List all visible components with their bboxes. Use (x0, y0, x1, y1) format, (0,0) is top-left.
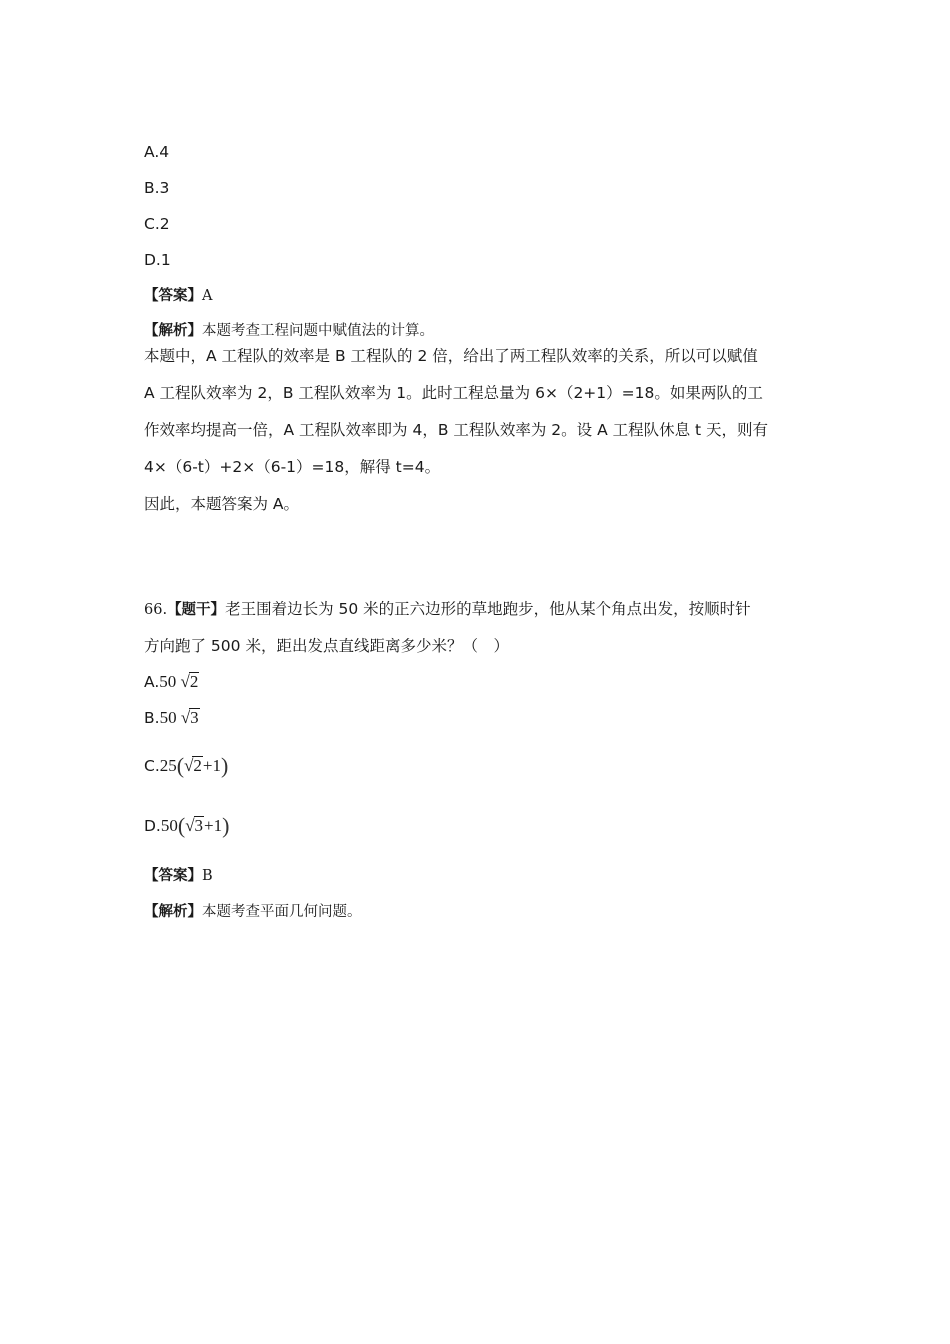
left-paren: ( (177, 813, 186, 838)
radicand: 2 (189, 672, 199, 691)
right-paren: ) (221, 753, 229, 778)
q65-option-b: B.3 (144, 179, 170, 197)
q65-explanation-line-1: 本题中，A 工程队的效率是 B 工程队的 2 倍，给出了两工程队效率的关系，所以可以赋值 (144, 347, 758, 365)
coefficient: 50 (159, 672, 177, 691)
coefficient: 50 (159, 708, 177, 727)
math-expression: 50 √3 (159, 708, 199, 727)
math-expression: 50 √2 (159, 672, 199, 691)
radicand: 3 (190, 708, 199, 727)
q66-option-c (144, 755, 228, 777)
q66-stem-line-1 (144, 598, 751, 621)
answer-value: A (202, 288, 213, 304)
q65-explanation-line-3: 作效率均提高一倍，A 工程队效率即为 4，B 工程队效率为 2。设 A 工程队休息 t 天，则有 (144, 421, 769, 439)
q66-option-a (144, 671, 199, 693)
q65-explanation-line-2: A 工程队效率为 2，B 工程队效率为 1。此时工程总量为 6×（2+1）=18。如果两队的工 (144, 384, 763, 402)
option-prefix: B. (144, 709, 160, 727)
q65-answer (144, 285, 212, 307)
analysis-text: 本题考查工程问题中赋值法的计算。 (202, 323, 434, 339)
q65-explanation-line-5: 因此，本题答案为 A。 (144, 495, 300, 513)
q65-option-c: C.2 (144, 215, 170, 233)
q66-option-b (144, 707, 200, 729)
coefficient: 25 (159, 756, 177, 775)
right-paren: ) (222, 813, 230, 838)
math-expression: 25(√2+1) (159, 753, 229, 778)
answer-label: 【答案】 (144, 867, 202, 884)
analysis-text: 本题考查平面几何问题。 (202, 904, 362, 920)
option-prefix: D. (144, 817, 161, 835)
question-number: 66. (144, 602, 168, 618)
q65-analysis (144, 320, 434, 342)
plus-term: +1 (204, 816, 223, 835)
analysis-label: 【解析】 (144, 322, 202, 339)
q66-stem-line-2: 方向跑了 500 米，距出发点直线距离多少米？（ ） (144, 637, 509, 655)
option-prefix: A. (144, 673, 160, 691)
answer-value: B (202, 868, 213, 884)
stem-label: 【题干】 (167, 601, 226, 618)
radicand: 2 (193, 756, 202, 775)
plus-term: +1 (202, 756, 222, 775)
q65-explanation-line-4: 4×（6-t）+2×（6-1）=18，解得 t=4。 (144, 458, 441, 476)
math-expression: 50(√3+1) (160, 813, 230, 838)
coefficient: 50 (160, 816, 178, 835)
q66-analysis (144, 901, 362, 923)
q66-answer (144, 865, 213, 887)
q65-option-a: A.4 (144, 143, 170, 161)
analysis-label: 【解析】 (144, 903, 202, 920)
stem-text-1: 老王围着边长为 50 米的正六边形的草地跑步，他从某个角点出发，按顺时针 (225, 600, 751, 618)
answer-label: 【答案】 (144, 287, 202, 304)
q65-option-d: D.1 (144, 251, 171, 269)
left-paren: ( (176, 753, 185, 778)
q66-option-d (144, 815, 229, 837)
radicand: 3 (194, 816, 204, 835)
option-prefix: C. (144, 757, 160, 775)
